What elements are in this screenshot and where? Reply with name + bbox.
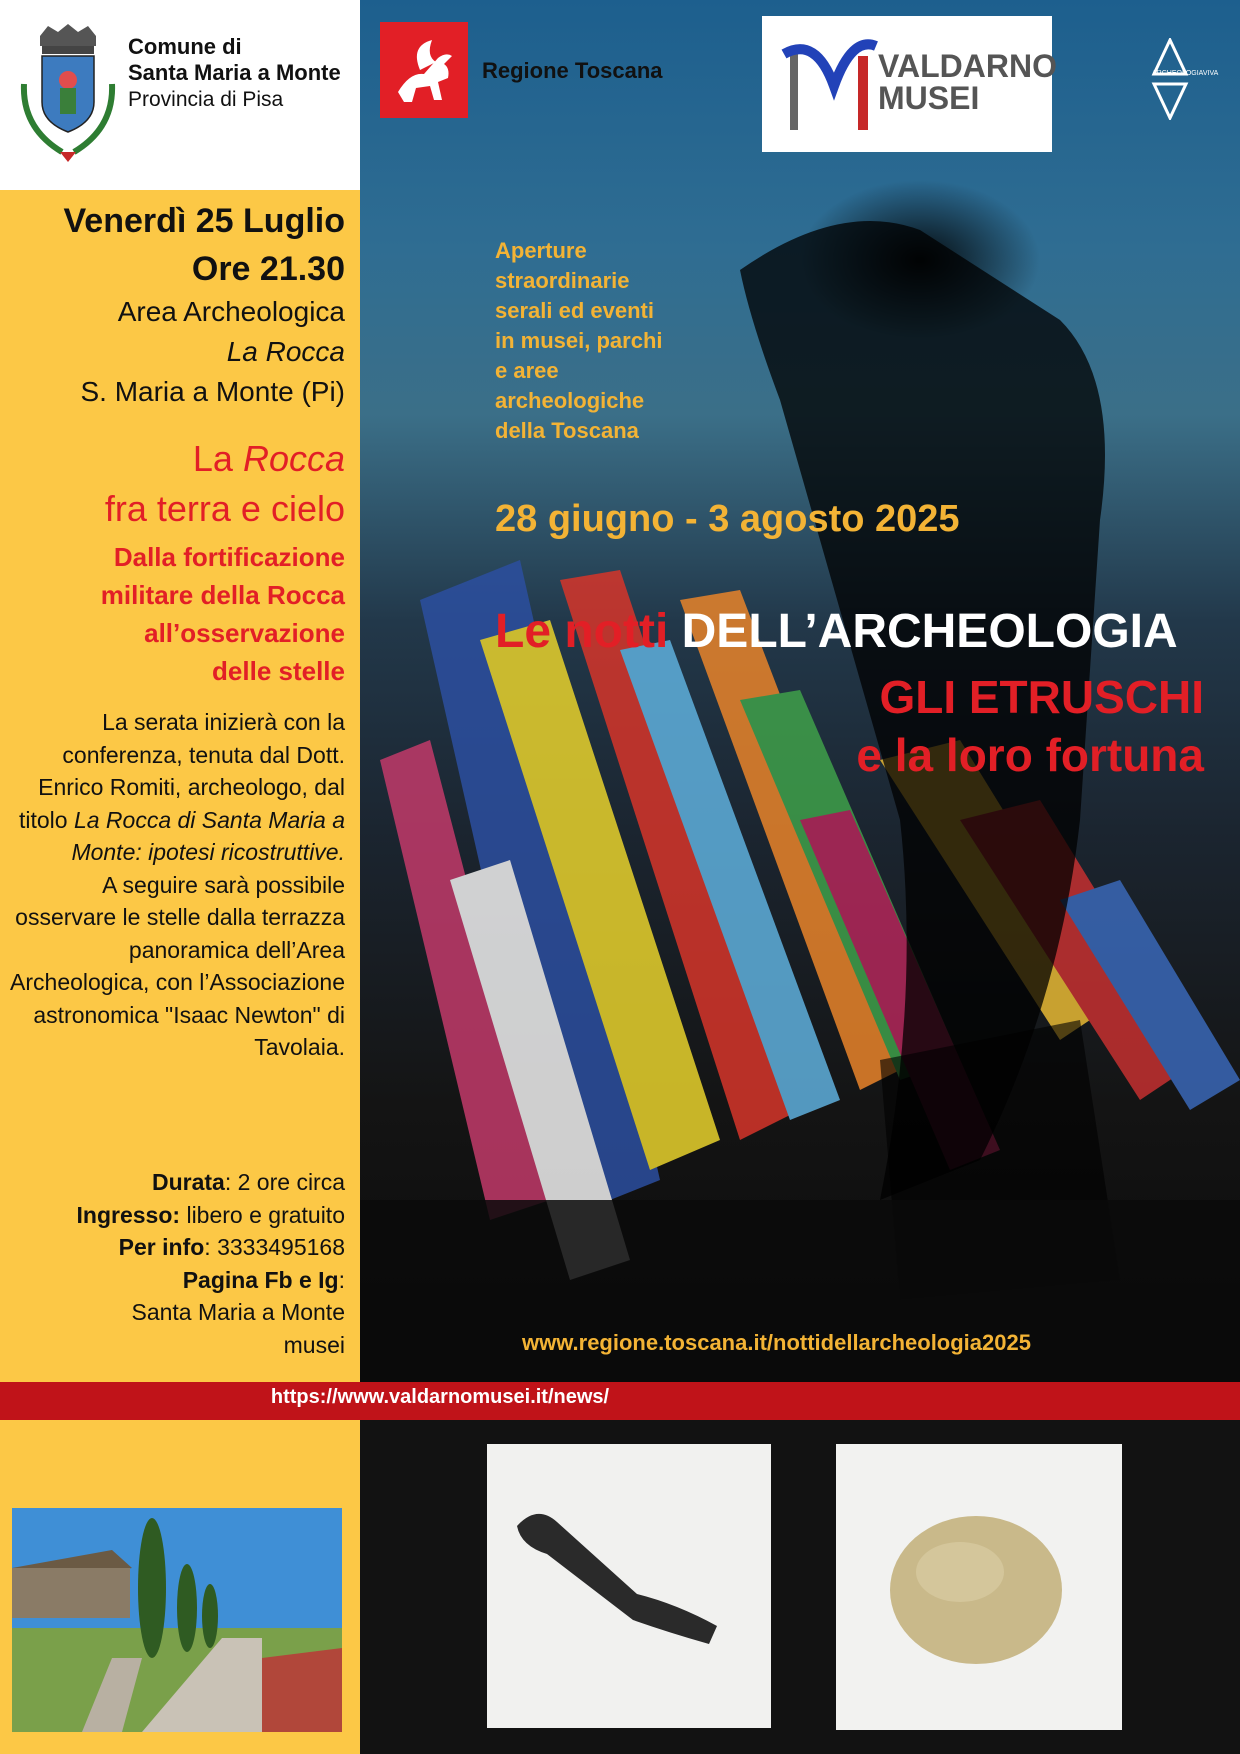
notti-title-red: Le notti [495,605,682,658]
social-value-line1: Santa Maria a Monte [131,1299,345,1325]
info-label: Per info [118,1234,205,1260]
social-colon: : [338,1266,345,1293]
aperture-line: in musei, parchi [495,328,663,353]
ingresso-line [5,1199,345,1232]
comune-line1: Comune di [128,34,242,59]
stone-artifact-graphic [836,1444,1122,1730]
social-value-line2: musei [283,1331,345,1358]
info-phone: : 3333495168 [204,1234,345,1260]
event-description [5,706,345,1064]
valdarno-line2: MUSEI [878,80,980,116]
aperture-line: archeologiche [495,388,645,413]
aperture-line: Aperture [495,238,587,263]
aperture-line: e aree [495,358,559,383]
comune-line2: Santa Maria a Monte [128,60,341,85]
subtitle-line: all’osservazione [144,618,345,648]
subtitle-line: militare della Rocca [100,580,345,610]
comune-name [128,34,358,86]
durata-label: Durata [151,1169,225,1195]
event-date: Venerdì 25 Luglio [63,202,345,240]
aperture-line: della Toscana [495,418,639,443]
aperture-description [495,236,695,446]
notti-title-white: DELL’ARCHEOLOGIA [681,605,1178,658]
subtitle-line: delle stelle [212,656,345,686]
event-info [5,1166,345,1361]
event-title-line1 [193,438,345,480]
pegasus-logo-icon [380,22,468,118]
etruschi-title: GLI ETRUSCHI [879,671,1204,723]
stone-artifact-photo [836,1444,1122,1730]
event-title-italic: Rocca [242,438,345,479]
fortuna-title: e la loro fortuna [856,729,1204,781]
archaeological-site-photo [12,1508,342,1732]
ingresso-label: Ingresso: [76,1201,181,1228]
event-place-line3: S. Maria a Monte (Pi) [80,376,345,407]
conference-title: La Rocca di Santa Maria a Monte: ipotesi ricostruttive. [71,806,345,865]
valdarno-url-link[interactable]: https://www.valdarnomusei.it/news/ [270,1386,610,1408]
social-label: Pagina Fb e Ig [182,1266,339,1293]
comune-province: Provincia di Pisa [128,88,284,111]
archeologia-viva-logo-icon [1150,38,1190,120]
event-subtitle [15,538,345,690]
iron-artifact-graphic [487,1444,771,1728]
event-place-line1: Area Archeologica [117,296,345,327]
event-time: Ore 21.30 [191,250,345,288]
notti-title [495,604,1178,659]
event-place-line2: La Rocca [226,336,345,367]
comune-crest-icon [18,24,118,166]
regione-toscana-label: Regione Toscana [482,58,663,83]
ingresso-value: libero e gratuito [180,1201,345,1228]
description-part1: La serata inizierà con la conferenza, tenuta dal Dott. Enrico Romiti, archeologo, dal titolo [18,709,345,833]
valdarno-m-icon [776,26,886,146]
durata-line [5,1166,345,1199]
aperture-line: serali ed eventi [495,298,654,323]
site-photo-graphic [12,1508,342,1732]
event-title-line2: fra terra e cielo [104,488,345,529]
aperture-line: straordinarie [495,268,630,293]
event-title-prefix: La [192,438,243,479]
regione-url-link[interactable]: www.regione.toscana.it/nottidellarcheologia2025 [522,1330,1031,1355]
info-line [5,1231,345,1264]
valdarno-line1: VALDARNO [878,48,1057,84]
durata-value: : 2 ore circa [224,1169,345,1195]
description-part2: A seguire sarà possibile osservare le stelle dalla terrazza panoramica dell’Area Archeologica, con l’Associazione astronomica "Isaac Newton" di Tavolaia. [10,871,345,1060]
valdarno-musei-text [878,50,1057,114]
archeologia-viva-text: ARCHEOLOGIAVIVA [1152,70,1219,77]
social-line [5,1264,345,1297]
event-period: 28 giugno - 3 agosto 2025 [495,498,960,540]
subtitle-line: Dalla fortificazione [113,542,345,572]
iron-artifact-photo [487,1444,771,1728]
